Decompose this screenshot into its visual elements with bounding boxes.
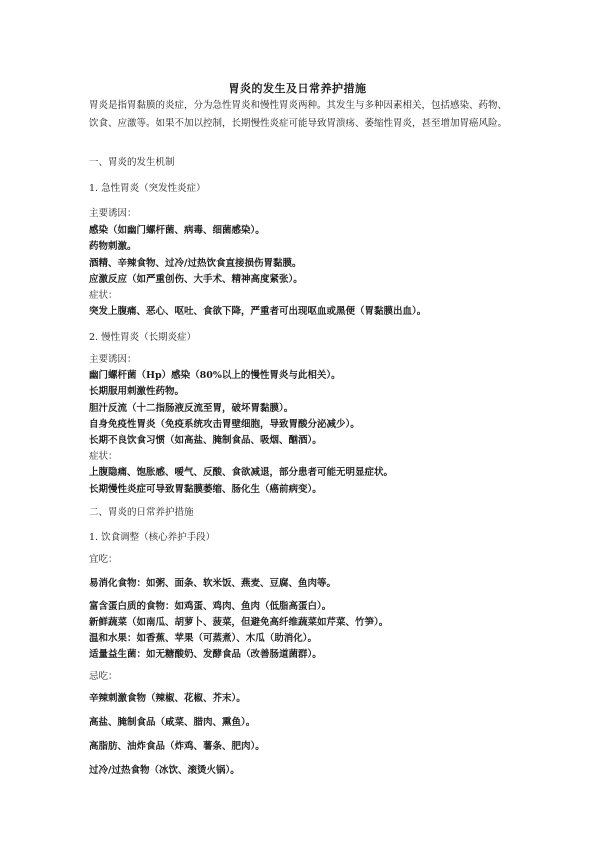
diet-bad-item: 辛辣刺激食物（辣椒、花椒、芥末）。 [89, 693, 246, 704]
chronic-cause-item: 胆汁反流（十二指肠液反流至胃，破坏胃黏膜）。 [89, 403, 294, 414]
diet-bad-item: 高盐、腌制食品（咸菜、腊肉、熏鱼）。 [89, 717, 256, 728]
acute-symptoms-label: 症状： [89, 290, 118, 301]
intro-paragraph: 胃炎是指胃黏膜的炎症，分为急性胃炎和慢性胃炎两种。其发生与多种因素相关，包括感染、药物、饮食、应激等。如果不加以控制，长期慢性炎症可能导致胃溃疡、萎缩性胃炎，甚至增加胃癌风险。 [89, 100, 508, 129]
chronic-causes-label: 主要诱因： [89, 354, 137, 365]
chronic-symptom-item: 上腹隐痛、饱胀感、嗳气、反酸、食欲减退，部分患者可能无明显症状。 [89, 467, 394, 478]
diet-bad-item: 过冷/过热食物（冰饮、滚烫火锅）。 [89, 765, 240, 776]
diet-good-item: 新鲜蔬菜（如南瓜、胡萝卜、菠菜，但避免高纤维蔬菜如芹菜、竹笋）。 [89, 617, 389, 628]
chronic-symptoms-label: 症状： [89, 451, 118, 462]
document-title: 胃炎的发生及日常养护措施 [228, 82, 367, 95]
diet-heading: 1. 饮食调整（核心养护手段） [89, 532, 216, 543]
acute-causes-label: 主要诱因： [89, 208, 137, 219]
acute-cause-item: 感染（如幽门螺杆菌、病毒、细菌感染）。 [89, 225, 265, 236]
section2-heading: 二、胃炎的日常养护措施 [89, 507, 194, 518]
diet-good-item: 富含蛋白质的食物：如鸡蛋、鸡肉、鱼肉（低脂高蛋白）。 [89, 601, 332, 612]
chronic-cause-item: 长期不良饮食习惯（如高盐、腌制食品、吸烟、酗酒）。 [89, 435, 322, 446]
diet-good-item: 温和水果：如香蕉、苹果（可蒸煮）、木瓜（助消化）。 [89, 633, 318, 644]
diet-good-item: 易消化食物：如粥、面条、软米饭、燕麦、豆腐、鱼肉等。 [89, 578, 337, 589]
diet-good-label: 宜吃： [89, 554, 118, 565]
acute-cause-item: 应激反应（如严重创伤、大手术、精神高度紧张）。 [89, 274, 303, 285]
chronic-cause-item: 幽门螺杆菌（Hp）感染（80%以上的慢性胃炎与此相关）。 [89, 370, 341, 381]
chronic-cause-item: 自身免疫性胃炎（免疫系统攻击胃壁细胞，导致胃酸分泌减少）。 [89, 419, 360, 430]
acute-heading: 1. 急性胃炎（突发性炎症） [89, 183, 206, 194]
acute-cause-item: 药物刺激。 [89, 241, 137, 252]
diet-bad-label: 忌吃： [89, 671, 118, 682]
diet-bad-item: 高脂肪、油炸食品（炸鸡、薯条、肥肉）。 [89, 741, 265, 752]
chronic-cause-item: 长期服用刺激性药物。 [89, 386, 185, 397]
section1-heading: 一、胃炎的发生机制 [89, 157, 175, 168]
chronic-heading: 2. 慢性胃炎（长期炎症） [89, 332, 197, 343]
acute-cause-item: 酒精、辛辣食物、过冷/过热饮食直接损伤胃黏膜。 [89, 258, 302, 269]
chronic-symptom-item: 长期慢性炎症可导致胃黏膜萎缩、肠化生（癌前病变）。 [89, 484, 322, 495]
acute-symptoms-text: 突发上腹痛、恶心、呕吐、食欲下降，严重者可出现呕血或黑便（胃黏膜出血）。 [89, 306, 427, 317]
diet-good-item: 适量益生菌：如无糖酸奶、发酵食品（改善肠道菌群）。 [89, 649, 322, 660]
